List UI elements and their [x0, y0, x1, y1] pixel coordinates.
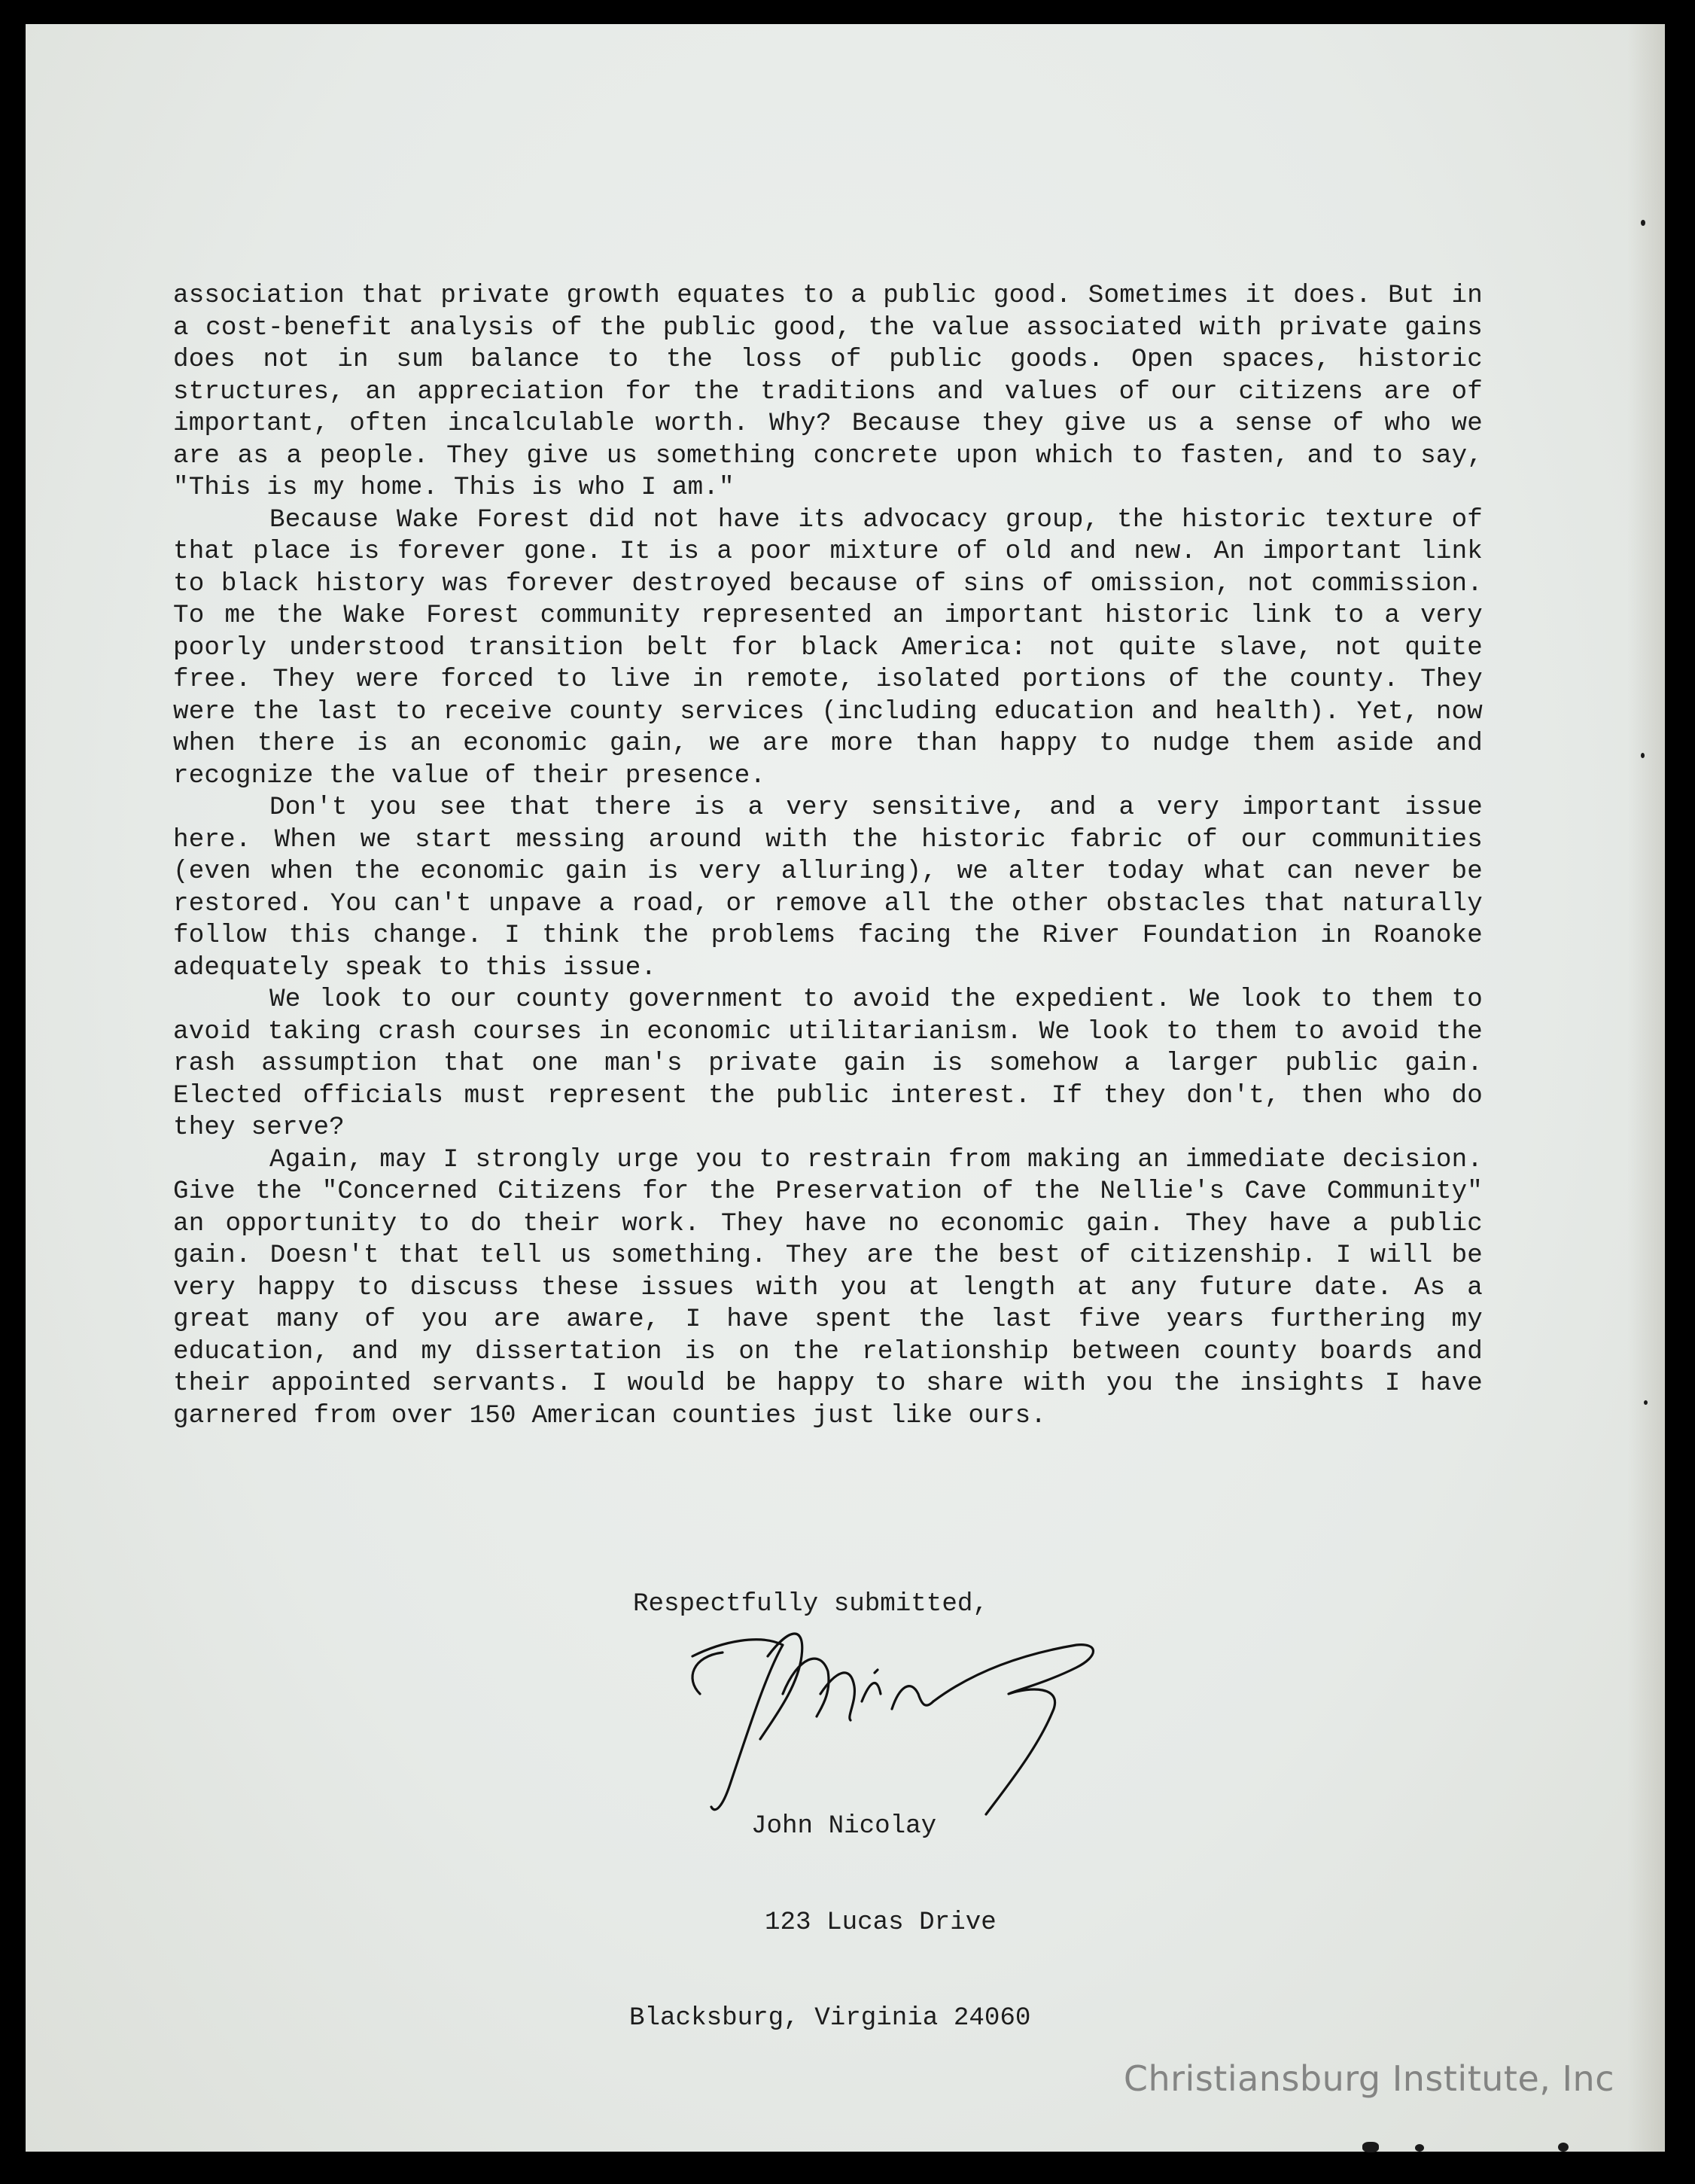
- paragraph-3: Don't you see that there is a very sensitive, and a very important issue here. When we start messing around with the historic fabric of our communities (even when the economic gain is very alluring), we alter today what can never be restored. You can't unpave a road, or remove all the other obstacles that naturally follow this change. I think the problems facing the River Foundation in Roanoke adequately speak to this issue.: [173, 793, 1483, 982]
- paragraph-4: We look to our county government to avoid the expedient. We look to them to avoid taking crash courses in economic utilitarianism. We look to them to avoid the rash assumption that one man's private gain is somehow a larger public gain. Elected officials must represent the public interest. If they don't, then who do they serve?: [173, 985, 1483, 1142]
- letter-body: [173, 280, 1483, 1432]
- edge-speck: [1415, 2144, 1424, 2152]
- signer-city: Blacksburg, Virginia 24060: [629, 2004, 1031, 2033]
- edge-speck: [1641, 753, 1645, 758]
- edge-speck: [1644, 1400, 1648, 1405]
- paragraph-5: Again, may I strongly urge you to restrain from making an immediate decision. Give the "Concerned Citizens for the Preservation of the Nellie's Cave Community" an opportunity to do their work. They have no economic gain. They have a public gain. Doesn't that tell us something. They are the best of citizenship. I will be very happy to discuss these issues with you at length at any future date. As a great many of you are aware, I have spent the last five years furthering my education, and my dissertation is on the relationship between county boards and their appointed servants. I would be happy to share with you the insights I have garnered from over 150 American counties just like ours.: [173, 1145, 1483, 1430]
- signature-block: [602, 1747, 1030, 2067]
- paragraph-2: Because Wake Forest did not have its advocacy group, the historic texture of that place is forever gone. It is a poor mixture of old and new. An important link to black history was forever destroyed because of sins of omission, not commission. To me the Wake Forest community represented an important historic link to a very poorly understood transition belt for black America: not quite slave, not quite free. They were forced to live in remote, isolated portions of the county. They were the last to receive county services (including education and health). Yet, now when there is an economic gain, we are more than happy to nudge them aside and recognize the value of their presence.: [173, 505, 1483, 790]
- closing-line: Respectfully submitted,: [633, 1590, 988, 1619]
- edge-speck: [1362, 2142, 1379, 2152]
- signer-name: John Nicolay: [751, 1812, 937, 1841]
- edge-speck: [1558, 2143, 1569, 2152]
- watermark: Christiansburg Institute, Inc: [1123, 2058, 1614, 2099]
- page-edge-shadow: [1627, 24, 1665, 2152]
- edge-speck: [1641, 220, 1645, 226]
- paragraph-1: association that private growth equates to a public good. Sometimes it does. But in a cost-benefit analysis of the public good, the value associated with private gains does not in sum balance to the loss of public goods. Open spaces, historic structures, an appreciation for the traditions and values of our citizens are of important, often incalculable worth. Why? Because they give us a sense of who we are as a people. They give us something concrete upon which to fasten, and to say, "This is my home. This is who I am.": [173, 282, 1483, 502]
- signer-street: 123 Lucas Drive: [765, 1908, 997, 1937]
